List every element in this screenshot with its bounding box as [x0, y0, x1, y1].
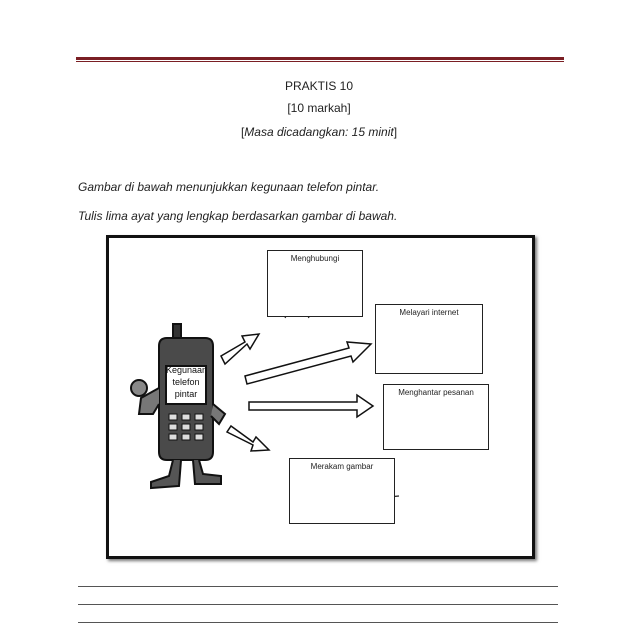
panel-message: Menghantar pesanan	[383, 384, 489, 450]
instruction-line-1: Gambar di bawah menunjukkan kegunaan telefon pintar.	[78, 180, 380, 194]
instruction-line-2: Tulis lima ayat yang lengkap berdasarkan gambar di bawah.	[78, 209, 398, 223]
header-rule	[76, 57, 564, 60]
answer-line[interactable]	[78, 604, 558, 605]
answer-line[interactable]	[78, 622, 558, 623]
illustration-frame	[106, 235, 535, 559]
suggested-time: [Masa dicadangkan: 15 minit]	[240, 125, 398, 139]
phone-mascot-icon	[131, 324, 225, 488]
page-title: PRAKTIS 10	[284, 79, 354, 93]
panel-contact: Menghubungi	[267, 250, 363, 317]
marks-label: [10 markah]	[287, 101, 351, 115]
panel-photo: Merakam gambar	[289, 458, 395, 524]
answer-line[interactable]	[78, 586, 558, 587]
panel-internet: Melayari internet	[375, 304, 483, 374]
phone-screen-label: Kegunaan telefon pintar	[166, 365, 208, 399]
header-rule-thin	[76, 61, 564, 62]
arrow-icons	[221, 334, 373, 451]
